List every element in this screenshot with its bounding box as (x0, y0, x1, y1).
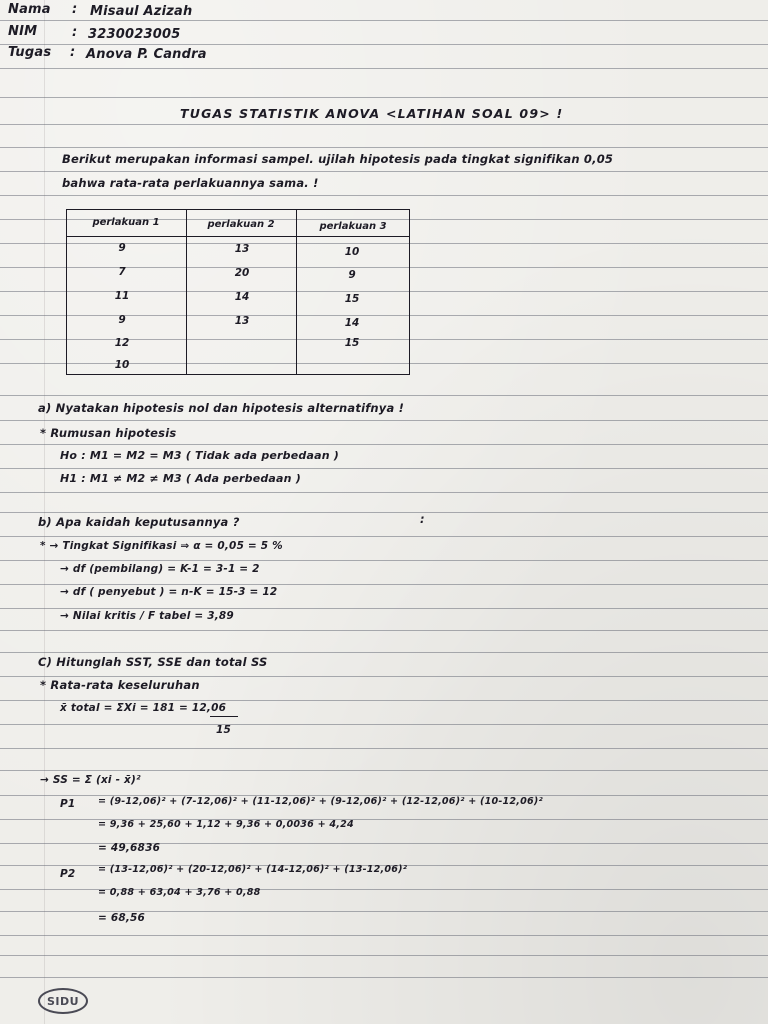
table-cell: 15 (344, 293, 360, 305)
p1-terms: = 9,36 + 25,60 + 1,12 + 9,36 + 0,0036 + 4,24 (98, 819, 354, 830)
table-cell: 13 (234, 243, 250, 255)
ruled-line (0, 492, 768, 493)
ruled-line (0, 171, 768, 172)
ruled-line (0, 444, 768, 445)
table-cell: 15 (344, 337, 360, 349)
significance-level: * → Tingkat Signifikasi ⇒ α = 0,05 = 5 % (40, 540, 283, 552)
ruled-line (0, 630, 768, 631)
nim-label: NIM (8, 24, 38, 39)
df-numerator: → df (pembilang) = K-1 = 3-1 = 2 (60, 563, 260, 575)
table-header-cell: perlakuan 1 (92, 217, 160, 228)
table-cell: 7 (118, 266, 126, 278)
df-denominator: → df ( penyebut ) = n-K = 15-3 = 12 (60, 586, 278, 598)
ruled-line (0, 395, 768, 396)
ruled-line (0, 512, 768, 513)
ruled-line (0, 652, 768, 653)
p1-expansion: = (9-12,06)² + (7-12,06)² + (11-12,06)² + (9-12,06)² + (12-12,06)² + (10-12,06)² (98, 796, 543, 807)
ruled-line (0, 147, 768, 148)
grand-mean-denominator: 15 (216, 724, 232, 736)
table-cell: 20 (234, 267, 250, 279)
ruled-line (0, 955, 768, 956)
data-table (66, 209, 410, 374)
nama-value: Misaul Azizah (90, 4, 193, 19)
table-cell: 9 (118, 242, 126, 254)
alternative-hypothesis: H1 : M1 ≠ M2 ≠ M3 ( Ada perbedaan ) (60, 472, 301, 485)
ruled-line (0, 560, 768, 561)
colon: : (72, 25, 78, 40)
ruled-line (0, 20, 768, 21)
table-border-bottom (66, 374, 410, 375)
stray-mark: : (420, 512, 425, 526)
nim-value: 3230023005 (88, 27, 181, 42)
table-border-top (66, 209, 410, 210)
ruled-line (0, 536, 768, 537)
table-border-right (409, 209, 410, 374)
table-header-divider (66, 236, 410, 237)
table-cell: 9 (118, 314, 126, 326)
table-header-cell: perlakuan 2 (207, 219, 275, 230)
ruled-line (0, 97, 768, 98)
table-header-cell: perlakuan 3 (319, 221, 387, 232)
tugas-label: Tugas (8, 45, 52, 60)
colon: : (70, 45, 76, 60)
table-cell: 14 (344, 317, 360, 329)
fraction-bar (210, 716, 238, 717)
question-b: b) Apa kaidah keputusannya ? (38, 515, 240, 529)
ruled-line (0, 420, 768, 421)
intro-line-1: Berikut merupakan informasi sampel. ujilah hipotesis pada tingkat signifikan 0,05 (62, 152, 614, 166)
ruled-line (0, 700, 768, 701)
p2-terms: = 0,88 + 63,04 + 3,76 + 0,88 (98, 887, 261, 898)
colon: : (72, 2, 78, 17)
p1-total: = 49,6836 (98, 842, 161, 854)
ruled-line (0, 44, 768, 45)
question-c: C) Hitunglah SST, SSE dan total SS (38, 655, 268, 669)
ss-formula: → SS = Σ (xi - x̄)² (40, 774, 141, 786)
ruled-line (0, 468, 768, 469)
p2-label: P2 (60, 868, 76, 880)
table-column-divider (296, 209, 297, 374)
table-column-divider (186, 209, 187, 374)
intro-line-2: bahwa rata-rata perlakuannya sama. ! (62, 176, 319, 190)
ruled-line (0, 584, 768, 585)
ruled-line (0, 68, 768, 69)
question-a: a) Nyatakan hipotesis nol dan hipotesis alternatifnya ! (38, 401, 405, 415)
table-cell: 9 (348, 269, 356, 281)
p1-label: P1 (60, 798, 76, 810)
table-cell: 10 (114, 359, 130, 371)
table-cell: 14 (234, 291, 250, 303)
notebook-brand-logo (38, 988, 88, 1014)
table-border-left (66, 209, 67, 374)
ruled-line (0, 195, 768, 196)
nama-label: Nama (8, 2, 51, 17)
table-cell: 10 (344, 246, 360, 258)
logo-text: SIDU (46, 994, 80, 1008)
ruled-line (0, 748, 768, 749)
ruled-line (0, 724, 768, 725)
p2-expansion: = (13-12,06)² + (20-12,06)² + (14-12,06)² + (13-12,06)² (98, 864, 408, 875)
hypothesis-heading: * Rumusan hipotesis (40, 426, 177, 440)
critical-value: → Nilai kritis / F tabel = 3,89 (60, 610, 234, 622)
mean-heading: * Rata-rata keseluruhan (40, 678, 200, 692)
null-hypothesis: Ho : M1 = M2 = M3 ( Tidak ada perbedaan ) (60, 449, 340, 462)
table-cell: 11 (114, 290, 130, 302)
p2-total: = 68,56 (98, 912, 146, 924)
ruled-line (0, 935, 768, 936)
ruled-line (0, 124, 768, 125)
table-cell: 13 (234, 315, 250, 327)
ruled-line (0, 770, 768, 771)
ruled-line (0, 676, 768, 677)
ruled-line (0, 977, 768, 978)
page-title: TUGAS STATISTIK ANOVA <LATIHAN SOAL 09> ! (180, 106, 564, 121)
ruled-line (0, 608, 768, 609)
tugas-value: Anova P. Candra (86, 47, 207, 62)
table-cell: 12 (114, 337, 130, 349)
grand-mean: x̄ total = ΣXi = 181 = 12,06 (60, 702, 227, 714)
